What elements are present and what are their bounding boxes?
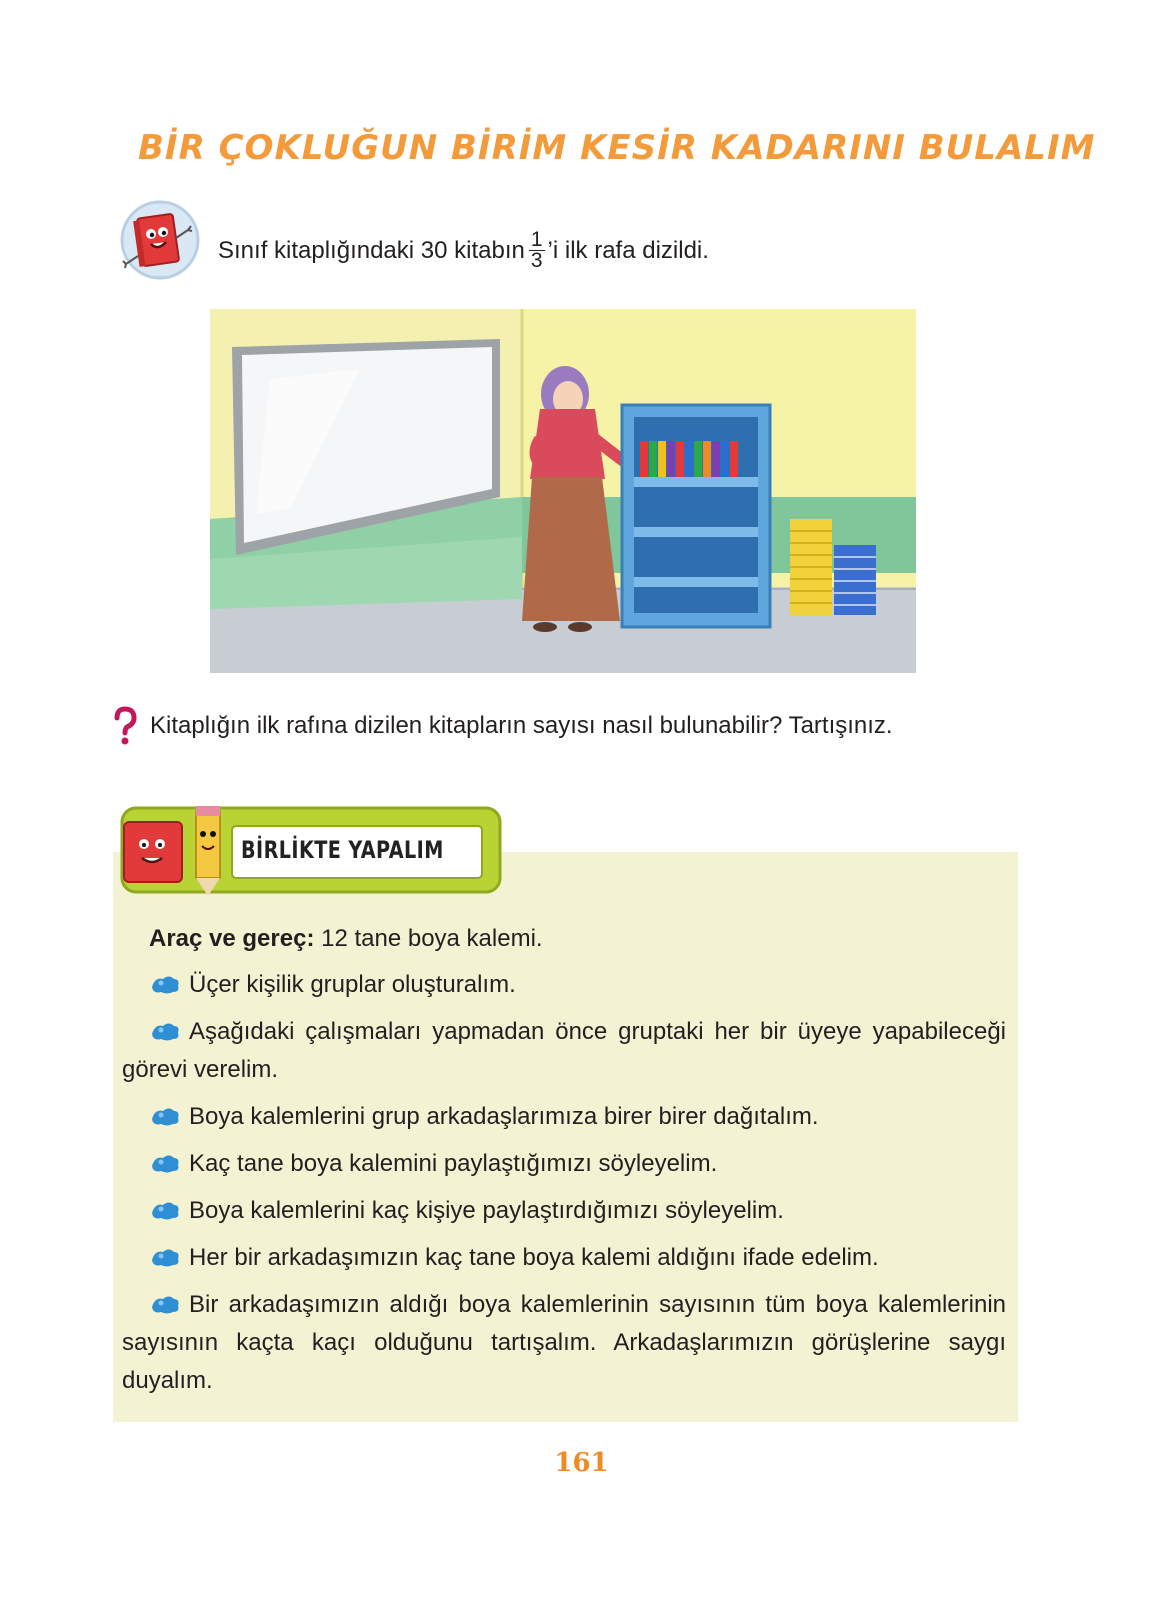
activity-step [122,1192,1006,1230]
activity-step [122,1239,1006,1277]
step-text: Bir arkadaşımızın aldığı boya kalemlerinin sayısının tüm boya kalemlerinin sayısının kaçta kaçı olduğunu tartışalım. Arkadaşlarımızın görüşlerine saygı duyalım. [122,1291,1006,1394]
step-text: Kaç tane boya kalemini paylaştığımızı söyleyelim. [189,1150,718,1177]
splash-bullet-icon [149,1020,181,1042]
splash-bullet-icon [149,973,181,995]
splash-bullet-icon [149,1105,181,1127]
step-text: Boya kalemlerini kaç kişiye paylaştırdığımızı söyleyelim. [189,1197,784,1224]
step-text: Aşağıdaki çalışmaları yapmadan önce gruptaki her bir üyeye yapabileceği görevi verelim. [122,1018,1006,1083]
activity-body [122,920,1006,1409]
yellow-book-stack [790,519,832,615]
splash-bullet-icon [149,1293,181,1315]
splash-bullet-icon [149,1199,181,1221]
splash-bullet-icon [149,1246,181,1268]
activity-step [122,1145,1006,1183]
banner-label: BİRLİKTE YAPALIM [241,836,444,864]
fraction [529,230,545,271]
book-mascot-icon [118,198,208,288]
fraction-numerator: 1 [530,228,543,251]
discussion-question [112,706,893,746]
book-character-icon [124,822,182,882]
materials-value: 12 tane boya kalemi. [314,925,543,952]
intro-sentence [218,230,709,271]
blue-book-stack [834,545,876,615]
question-text: Kitaplığın ilk rafına dizilen kitapların sayısı nasıl bulunabilir? Tartışınız. [150,712,893,739]
classroom-illustration [210,309,916,673]
intro-text-before: Sınıf kitaplığındaki 30 kitabın [218,236,525,264]
intro-text-after: ’i ilk rafa dizildi. [547,236,709,264]
page-title: BİR ÇOKLUĞUN BİRİM KESİR KADARINI BULALIM [138,128,1096,168]
books-on-shelf [640,441,738,477]
activity-step [122,1013,1006,1089]
step-text: Boya kalemlerini grup arkadaşlarımıza birer birer dağıtalım. [189,1103,819,1130]
activity-step [122,1286,1006,1400]
activity-step [122,966,1006,1004]
bookcase [622,405,770,627]
fraction-denominator: 3 [530,249,543,272]
steps-list [122,966,1006,1400]
materials-line [122,920,1006,958]
question-mark-icon [112,706,138,746]
step-text: Her bir arkadaşımızın kaç tane boya kalemi aldığını ifade edelim. [189,1244,879,1271]
page-number: 161 [554,1448,609,1478]
splash-bullet-icon [149,1152,181,1174]
pencil-character-icon [196,806,220,896]
step-text: Üçer kişilik gruplar oluşturalım. [189,971,516,998]
materials-label: Araç ve gereç: [149,925,315,952]
activity-step [122,1098,1006,1136]
